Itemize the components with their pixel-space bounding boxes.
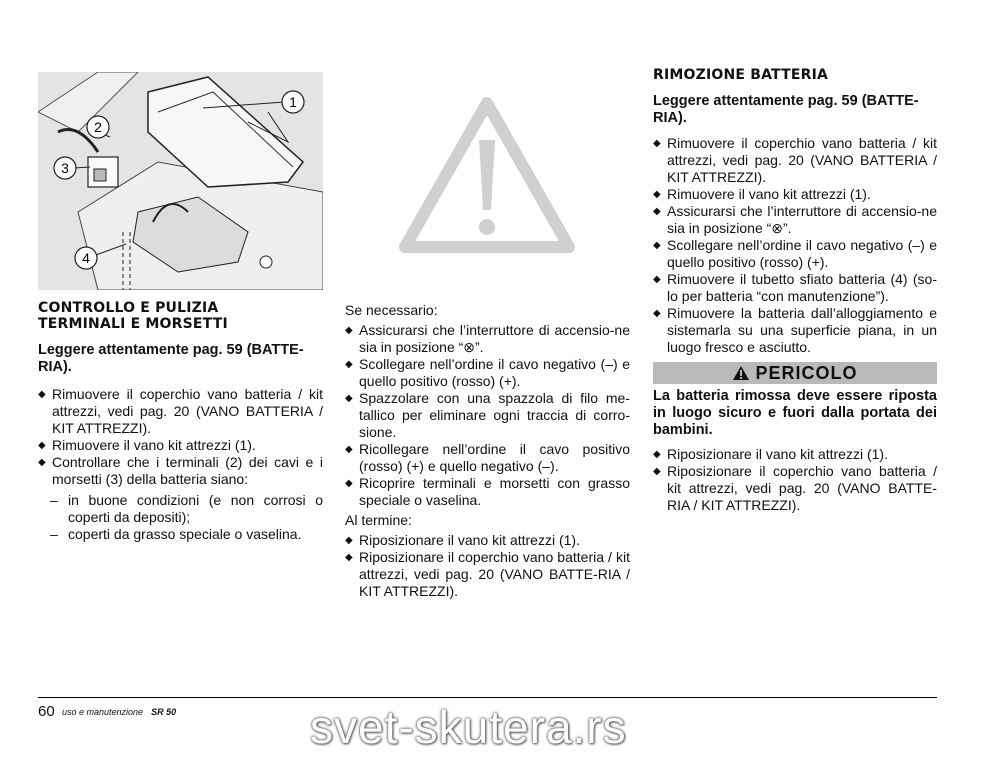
list-item: ◆ Rimuovere la batteria dall’alloggiamento e sistemarla su una superficie piana, in un luogo fresco e asciutto. — [653, 305, 937, 356]
bullet-list — [653, 135, 937, 356]
list-item: ◆ Rimuovere il coperchio vano batteria / kit attrezzi, vedi pag. 20 (VANO BATTERIA / KIT ATTREZZI). — [653, 135, 937, 186]
list-item: ◆ Rimuovere il tubetto sfiato batteria (4) (so-lo per batteria “con manutenzione”). — [653, 271, 937, 305]
callout-1: 1 — [289, 94, 297, 110]
battery-illustration — [38, 72, 323, 290]
list-item: ◆ Rimuovere il vano kit attrezzi (1). — [653, 186, 937, 203]
footer-manual-info — [62, 707, 176, 717]
footer-manual: uso e manutenzione — [62, 707, 144, 717]
list-item: ◆ Riposizionare il coperchio vano batteria / kit attrezzi, vedi pag. 20 (VANO BATTE-RIA / KIT ATTREZZI). — [653, 463, 937, 514]
list-item: ◆ Assicurarsi che l’interruttore di accensio-ne sia in posizione “⊗”. — [345, 322, 630, 356]
list-item: ◆ Ricoprire terminali e morsetti con grasso speciale o vaselina. — [345, 475, 630, 509]
dash-list — [38, 492, 323, 543]
bullet-list — [345, 322, 630, 509]
column-controllo-pulizia — [38, 300, 323, 543]
bullet-list — [38, 386, 323, 488]
list-item: ◆ Riposizionare il vano kit attrezzi (1). — [653, 446, 937, 463]
closing-intro-text: Al termine: — [345, 512, 412, 528]
column-se-necessario — [345, 302, 630, 600]
warning-triangle-icon — [397, 95, 577, 255]
closing-bullet-list — [345, 532, 630, 600]
list-item: ◆ Rimuovere il coperchio vano batteria / kit attrezzi, vedi pag. 20 (VANO BATTERIA / KIT ATTREZZI). — [38, 386, 323, 437]
danger-label: PERICOLO — [755, 362, 858, 383]
list-item: – in buone condizioni (e non corrosi o coperti da depositi); — [38, 492, 323, 526]
battery-compartment-drawing — [38, 72, 323, 290]
list-item: ◆ Assicurarsi che l’interruttore di accensio-ne sia in posizione “⊗”. — [653, 203, 937, 237]
callout-2: 2 — [94, 119, 102, 135]
footer-model: SR 50 — [151, 707, 177, 717]
danger-triangle-icon — [732, 365, 750, 381]
list-item: – coperti da grasso speciale o vaselina. — [38, 526, 323, 543]
section-title: RIMOZIONE BATTERIA — [653, 67, 829, 83]
callout-3: 3 — [61, 160, 69, 176]
footer-divider — [38, 697, 937, 698]
section-title-line1: CONTROLLO E PULIZIA — [38, 300, 219, 316]
section-title-line2: TERMINALI E MORSETTI — [38, 316, 228, 332]
lead-read-page: Leggere attentamente pag. 59 (BATTE-RIA). — [38, 342, 304, 375]
list-item: ◆ Riposizionare il coperchio vano batteria / kit attrezzi, vedi pag. 20 (VANO BATTE-RIA / KIT ATTREZZI). — [345, 549, 630, 600]
list-item: ◆ Spazzolare con una spazzola di filo me-tallico per eliminare ogni traccia di corro-sione. — [345, 390, 630, 441]
intro-text: Se necessario: — [345, 302, 438, 318]
column-rimozione-batteria — [653, 67, 937, 356]
page-number: 60 — [38, 703, 55, 720]
final-bullet-list — [653, 446, 937, 514]
danger-section — [653, 388, 937, 514]
danger-text: La batteria rimossa deve essere riposta in luogo sicuro e fuori dalla portata dei bambini. — [653, 388, 937, 438]
list-item: ◆ Scollegare nell’ordine il cavo negativo (–) e quello positivo (rosso) (+). — [653, 237, 937, 271]
callout-4: 4 — [82, 250, 90, 266]
list-item: ◆ Riposizionare il vano kit attrezzi (1). — [345, 532, 630, 549]
danger-banner — [653, 362, 937, 384]
list-item: ◆ Controllare che i terminali (2) dei cavi e i morsetti (3) della batteria siano: — [38, 454, 323, 488]
watermark-text: svet-skutera.rs — [310, 701, 627, 753]
list-item: ◆ Ricollegare nell’ordine il cavo positivo (rosso) (+) e quello negativo (–). — [345, 441, 630, 475]
lead-read-page: Leggere attentamente pag. 59 (BATTE-RIA). — [653, 93, 919, 126]
list-item: ◆ Scollegare nell’ordine il cavo negativo (–) e quello positivo (rosso) (+). — [345, 356, 630, 390]
list-item: ◆ Rimuovere il vano kit attrezzi (1). — [38, 437, 323, 454]
